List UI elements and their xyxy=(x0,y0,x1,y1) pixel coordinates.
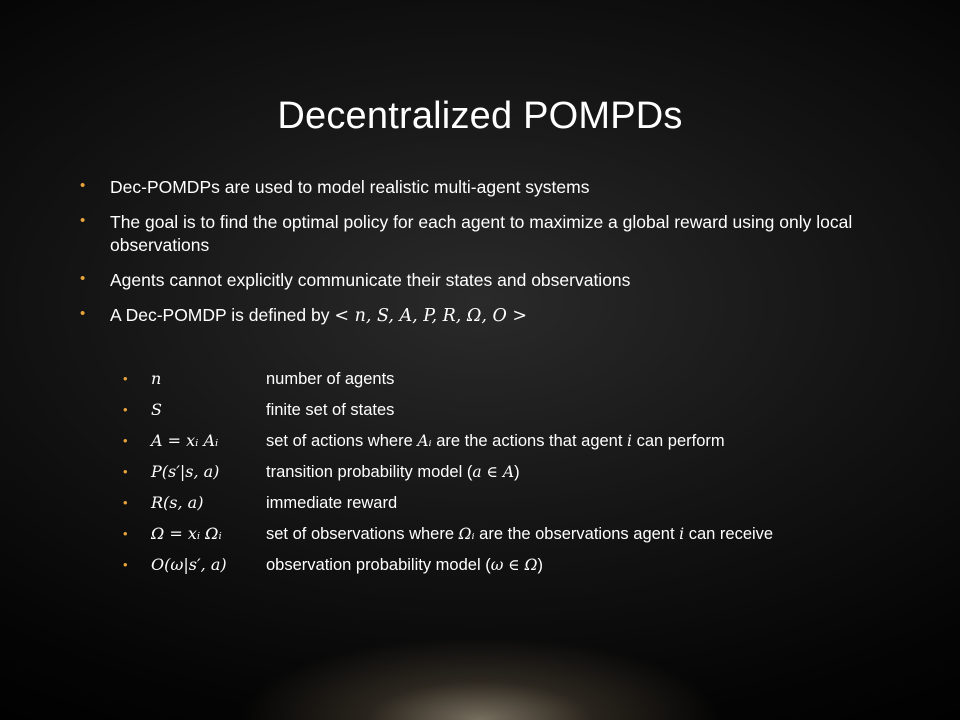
desc-text: are the observations agent xyxy=(474,525,680,543)
desc-text: ) xyxy=(537,556,544,574)
bullet-text: The goal is to find the optimal policy for each agent to maximize a global reward using only local observations xyxy=(110,212,853,256)
desc-text: transition probability model ( xyxy=(266,463,473,481)
desc-math: i xyxy=(627,432,632,450)
definition-symbol: S xyxy=(151,400,162,419)
bullet-icon: • xyxy=(80,177,86,194)
definition-item xyxy=(123,460,903,491)
definition-item xyxy=(123,522,903,553)
slide-title: Decentralized POMPDs xyxy=(277,95,683,137)
definition-symbol: A = xᵢ Aᵢ xyxy=(151,431,219,450)
definition-symbol: Ω = xᵢ Ωᵢ xyxy=(151,524,222,543)
bullet-text: A Dec-POMDP is defined by xyxy=(110,305,335,326)
definition-desc xyxy=(266,553,543,577)
bullet-item xyxy=(80,176,880,199)
definition-item xyxy=(123,491,903,522)
bullet-icon: • xyxy=(123,495,128,510)
definition-symbol: n xyxy=(151,369,162,388)
bullet-icon: • xyxy=(123,433,128,448)
bullet-icon: • xyxy=(80,212,86,230)
desc-math: a ∈ A xyxy=(472,463,515,481)
desc-text: can perform xyxy=(632,432,725,450)
definition-symbol: P(s′|s, a) xyxy=(151,462,220,481)
desc-text: ) xyxy=(514,463,520,481)
definition-item xyxy=(123,367,903,398)
definition-desc xyxy=(266,460,520,484)
tuple-formula: < n, S, A, P, R, Ω, O > xyxy=(334,306,528,327)
desc-math: Aᵢ xyxy=(417,432,432,450)
definition-symbol: R(s, a) xyxy=(151,493,204,512)
definition-desc: finite set of states xyxy=(266,401,395,419)
bullet-item xyxy=(80,211,880,257)
bullet-icon: • xyxy=(123,371,128,386)
bullet-icon: • xyxy=(80,305,86,323)
desc-math: i xyxy=(679,525,685,543)
bullet-text: Dec-POMDPs are used to model realistic multi-agent systems xyxy=(110,177,590,197)
desc-math: Ωᵢ xyxy=(458,525,475,543)
definition-item xyxy=(123,398,903,429)
definition-desc xyxy=(266,522,773,546)
definition-symbol: O(ω|s′, a) xyxy=(151,555,227,574)
desc-text: are the actions that agent xyxy=(431,432,628,450)
desc-text: set of observations where xyxy=(266,525,459,543)
bullet-icon: • xyxy=(80,270,86,288)
definition-desc: immediate reward xyxy=(266,494,398,512)
bullet-icon: • xyxy=(123,557,128,572)
bullet-icon: • xyxy=(123,402,128,417)
bullet-icon: • xyxy=(123,526,128,541)
definition-item xyxy=(123,429,903,460)
bullet-icon: • xyxy=(123,464,128,479)
definition-desc xyxy=(266,429,725,453)
bullet-text: Agents cannot explicitly communicate their states and observations xyxy=(110,270,631,291)
bullet-item xyxy=(80,304,880,328)
desc-text: observation probability model ( xyxy=(266,556,491,574)
desc-text: set of actions where xyxy=(266,432,418,450)
definition-list xyxy=(123,367,903,584)
main-bullet-list xyxy=(80,176,880,340)
definition-item xyxy=(123,553,903,584)
definition-desc: number of agents xyxy=(266,370,395,388)
bullet-item xyxy=(80,269,880,292)
desc-text: can receive xyxy=(684,525,774,543)
desc-math: ω ∈ Ω xyxy=(490,556,538,574)
